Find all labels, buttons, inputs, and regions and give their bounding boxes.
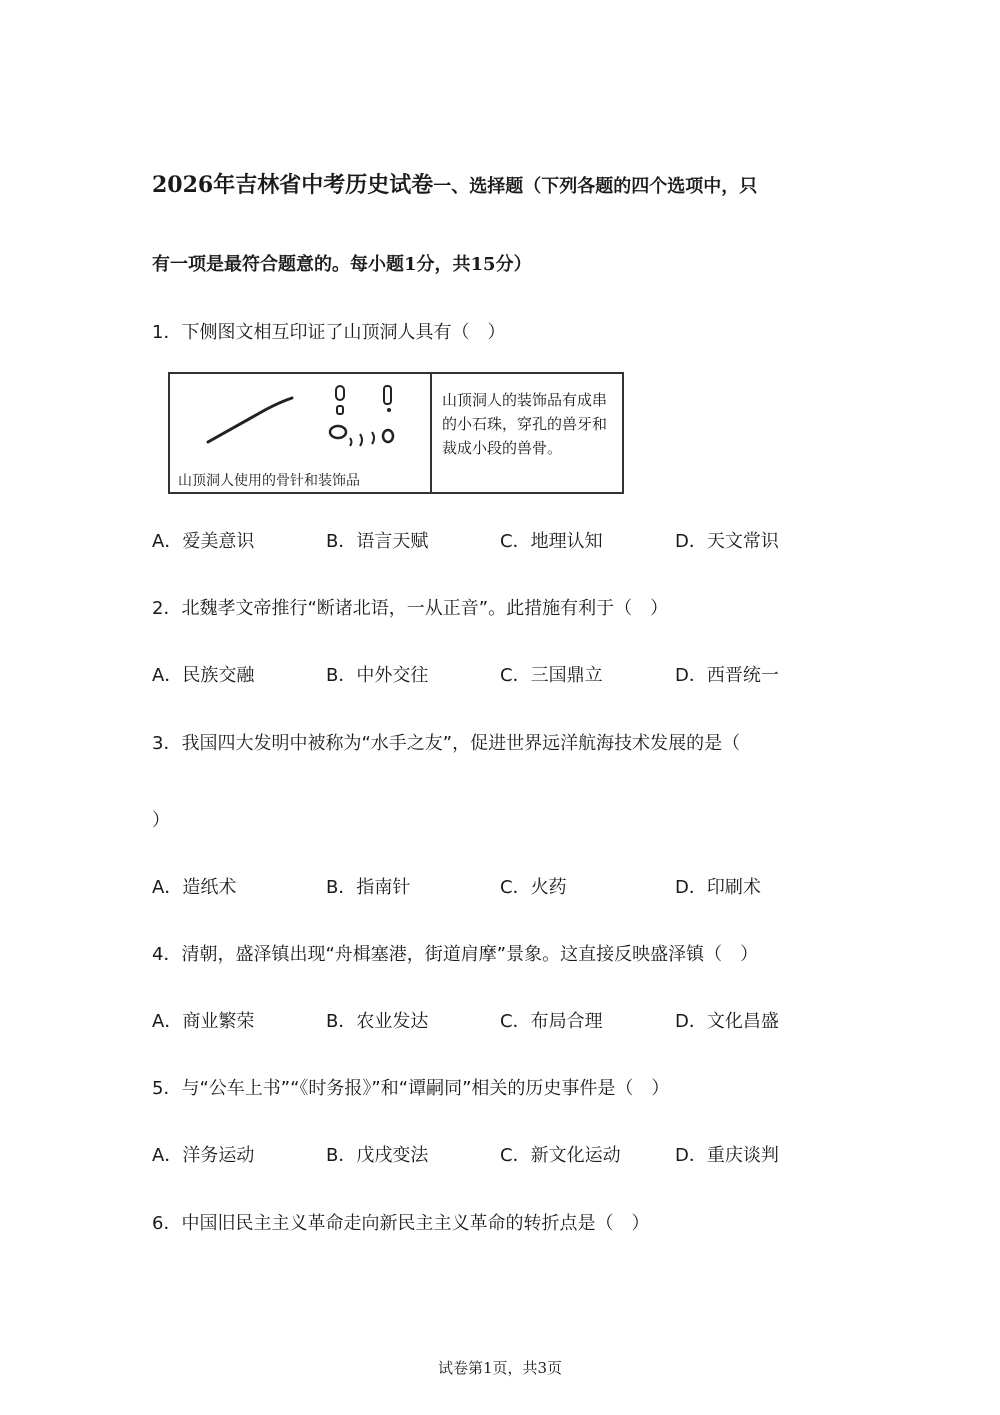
question-2-stem: 2．北魏孝文帝推行“断诸北语，一从正音”。此措施有利于（ ） xyxy=(152,598,669,619)
q3-option-d[interactable]: D．印刷术 xyxy=(675,877,761,898)
q1-option-d[interactable]: D．天文常识 xyxy=(675,531,779,552)
question-1-stem: 1．下侧图文相互印证了山顶洞人具有（ ） xyxy=(152,322,506,343)
q2-option-b[interactable]: B．中外交往 xyxy=(326,665,429,686)
question-5-stem: 5．与“公车上书”“《时务报》”和“谭嗣同”相关的历史事件是（ ） xyxy=(152,1078,670,1099)
figure-bone-needle-ornaments xyxy=(168,372,624,494)
figure-divider xyxy=(430,374,432,492)
question-3-stem-continued: ） xyxy=(152,810,170,831)
q3-option-c[interactable]: C．火药 xyxy=(500,877,567,898)
q4-option-d[interactable]: D．文化昌盛 xyxy=(675,1011,779,1032)
q3-option-b[interactable]: B．指南针 xyxy=(326,877,411,898)
q3-option-a[interactable]: A．造纸术 xyxy=(152,877,237,898)
q5-option-c[interactable]: C．新文化运动 xyxy=(500,1145,621,1166)
question-3-stem: 3．我国四大发明中被称为“水手之友”，促进世界远洋航海技术发展的是（ xyxy=(152,733,741,754)
figure-description: 山顶洞人的装饰品有成串的小石珠，穿孔的兽牙和裁成小段的兽骨。 xyxy=(442,391,608,457)
exam-title: 2026年吉林省中考历史试卷 xyxy=(152,172,434,198)
question-4-stem: 4．清朝，盛泽镇出现“舟楫塞港，街道肩摩”景象。这直接反映盛泽镇（ ） xyxy=(152,944,759,965)
section-intro-part2: 有一项是最符合题意的。每小题1分，共15分） xyxy=(152,254,532,275)
q2-option-a[interactable]: A．民族交融 xyxy=(152,665,255,686)
figure-caption: 山顶洞人使用的骨针和装饰品 xyxy=(178,473,360,489)
q4-option-c[interactable]: C．布局合理 xyxy=(500,1011,603,1032)
q2-option-c[interactable]: C．三国鼎立 xyxy=(500,665,603,686)
q5-option-b[interactable]: B．戊戌变法 xyxy=(326,1145,429,1166)
q4-option-b[interactable]: B．农业发达 xyxy=(326,1011,429,1032)
q5-option-a[interactable]: A．洋务运动 xyxy=(152,1145,255,1166)
exam-title-line xyxy=(152,168,757,199)
q2-option-d[interactable]: D．西晋统一 xyxy=(675,665,779,686)
section-intro-part1: 一、选择题（下列各题的四个选项中，只 xyxy=(433,176,758,197)
q1-option-c[interactable]: C．地理认知 xyxy=(500,531,603,552)
q1-option-a[interactable]: A．爱美意识 xyxy=(152,531,255,552)
q1-option-b[interactable]: B．语言天赋 xyxy=(326,531,429,552)
q5-option-d[interactable]: D．重庆谈判 xyxy=(675,1145,779,1166)
question-6-stem: 6．中国旧民主主义革命走向新民主主义革命的转折点是（ ） xyxy=(152,1213,650,1234)
q4-option-a[interactable]: A．商业繁荣 xyxy=(152,1011,255,1032)
page-footer: 试卷第1页，共3页 xyxy=(437,1359,563,1377)
